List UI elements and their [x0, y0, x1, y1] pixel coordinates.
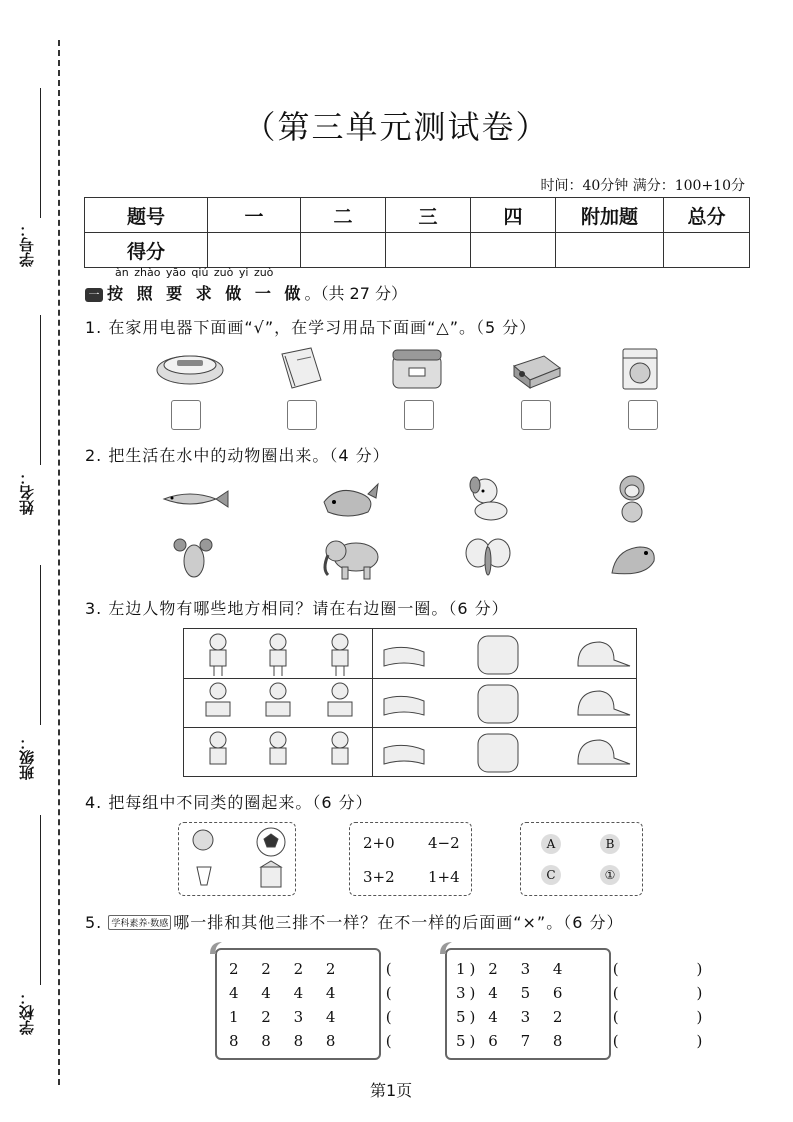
- score-header: 一: [208, 198, 301, 233]
- elephant-icon: [320, 535, 382, 581]
- answer-paren[interactable]: ( ): [612, 1032, 712, 1050]
- notebook-icon: [277, 346, 325, 392]
- score-row: [85, 233, 750, 268]
- rice-cooker-icon: [389, 346, 445, 392]
- answer-paren[interactable]: ( ): [385, 984, 485, 1002]
- math-expression[interactable]: 4−2: [428, 834, 460, 852]
- class-label: 班级：: [18, 735, 36, 780]
- question-5: 5. 学科素养·数感 哪一排和其他三排不一样？在不一样的后面画“×”。（6 分）: [85, 913, 624, 932]
- answer-box[interactable]: [628, 400, 658, 430]
- name-label: 姓名：: [18, 470, 36, 515]
- math-expression[interactable]: 3+2: [363, 868, 395, 886]
- xuehao-label: 学号：: [18, 222, 36, 267]
- butterfly-icon: [462, 535, 514, 581]
- score-header: 二: [301, 198, 386, 233]
- grid-divider: [372, 629, 373, 776]
- answer-box[interactable]: [171, 400, 201, 430]
- answer-paren[interactable]: ( ): [385, 1032, 485, 1050]
- question-2: 2. 把生活在水中的动物圈出来。（4 分）: [85, 446, 390, 465]
- answer-box[interactable]: [404, 400, 434, 430]
- answer-box[interactable]: [521, 400, 551, 430]
- items-book-bag-cap-icon: [378, 630, 633, 775]
- score-cell[interactable]: [471, 233, 556, 268]
- section-heading: [85, 281, 407, 304]
- question-3: 3. 左边人物有哪些地方相同？请在右边圈一圈。（6 分）: [85, 599, 509, 618]
- letter-circle[interactable]: A: [541, 834, 561, 854]
- section-number: 一: [85, 288, 103, 302]
- literacy-badge: 学科素养·数感: [108, 915, 171, 930]
- number-sequence: 2 2 2 2: [229, 960, 345, 978]
- group-box-3: [520, 822, 643, 896]
- moon-icon: [206, 940, 230, 958]
- binding-line: [58, 40, 60, 1085]
- section-points: 。（共 27 分）: [304, 284, 407, 303]
- section-title: 按 照 要 求 做 一 做: [107, 284, 305, 303]
- number-row: [456, 1032, 711, 1050]
- score-header: 四: [471, 198, 556, 233]
- number-row: [456, 1008, 711, 1026]
- fish-icon: [160, 487, 230, 511]
- whale-icon: [318, 480, 380, 522]
- washing-machine-icon: [620, 346, 660, 392]
- score-header: 三: [386, 198, 471, 233]
- score-cell[interactable]: [386, 233, 471, 268]
- score-header: 总分: [664, 198, 750, 233]
- math-expression[interactable]: 1+4: [428, 868, 460, 886]
- number-row: [456, 960, 711, 978]
- name-line: [40, 315, 41, 465]
- monkey-icon: [610, 474, 656, 526]
- moon-icon: [436, 940, 460, 958]
- number-sequence: 8 8 8 8: [229, 1032, 345, 1050]
- score-cell[interactable]: [556, 233, 664, 268]
- section-pinyin: àn zhào yāo qiú zuò yi zuò: [115, 266, 274, 279]
- answer-box[interactable]: [287, 400, 317, 430]
- answer-paren[interactable]: ( ): [385, 960, 485, 978]
- math-expression[interactable]: 2+0: [363, 834, 395, 852]
- number-sequence: 3 4 5 6: [456, 984, 572, 1002]
- school-line: [40, 815, 41, 985]
- class-line: [40, 565, 41, 725]
- school-label: 学校：: [18, 990, 36, 1035]
- letter-circle[interactable]: B: [600, 834, 620, 854]
- score-row-label: 得分: [85, 233, 208, 268]
- answer-paren[interactable]: ( ): [612, 1008, 712, 1026]
- number-sequence: 1 2 3 4: [456, 960, 572, 978]
- page-title: （第三单元测试卷）: [243, 108, 550, 146]
- letter-circle[interactable]: ①: [600, 865, 620, 885]
- question-5-text: 哪一排和其他三排不一样？在不一样的后面画“×”。（6 分）: [173, 913, 624, 932]
- sports-items-icon: [185, 825, 290, 891]
- score-header: 附加题: [556, 198, 664, 233]
- number-sequence: 5 4 3 2: [456, 1008, 572, 1026]
- question-1: 1. 在家用电器下面画“√”，在学习用品下面画“△”。（5 分）: [85, 318, 537, 337]
- number-sequence: 1 2 3 4: [229, 1008, 345, 1026]
- score-table: [84, 197, 750, 268]
- dog-icon: [463, 475, 513, 527]
- number-row: [456, 984, 711, 1002]
- pencil-sharpener-icon: [508, 350, 564, 390]
- score-header-row: [85, 198, 750, 233]
- answer-paren[interactable]: ( ): [612, 960, 712, 978]
- seal-icon: [606, 537, 662, 581]
- letter-circle[interactable]: C: [541, 865, 561, 885]
- score-cell[interactable]: [301, 233, 386, 268]
- question-4: 4. 把每组中不同类的圈起来。（6 分）: [85, 793, 373, 812]
- score-cell[interactable]: [208, 233, 301, 268]
- lobster-icon: [170, 535, 216, 583]
- score-header: 题号: [85, 198, 208, 233]
- robot-vacuum-icon: [155, 345, 225, 390]
- number-sequence: 4 4 4 4: [229, 984, 345, 1002]
- answer-paren[interactable]: ( ): [385, 1008, 485, 1026]
- answer-paren[interactable]: ( ): [612, 984, 712, 1002]
- score-cell[interactable]: [664, 233, 750, 268]
- page-number: 第1页: [370, 1081, 413, 1100]
- number-sequence: 5 6 7 8: [456, 1032, 572, 1050]
- time-info: 时间：40分钟 满分：100+10分: [540, 178, 745, 194]
- children-figures-icon: [190, 630, 370, 775]
